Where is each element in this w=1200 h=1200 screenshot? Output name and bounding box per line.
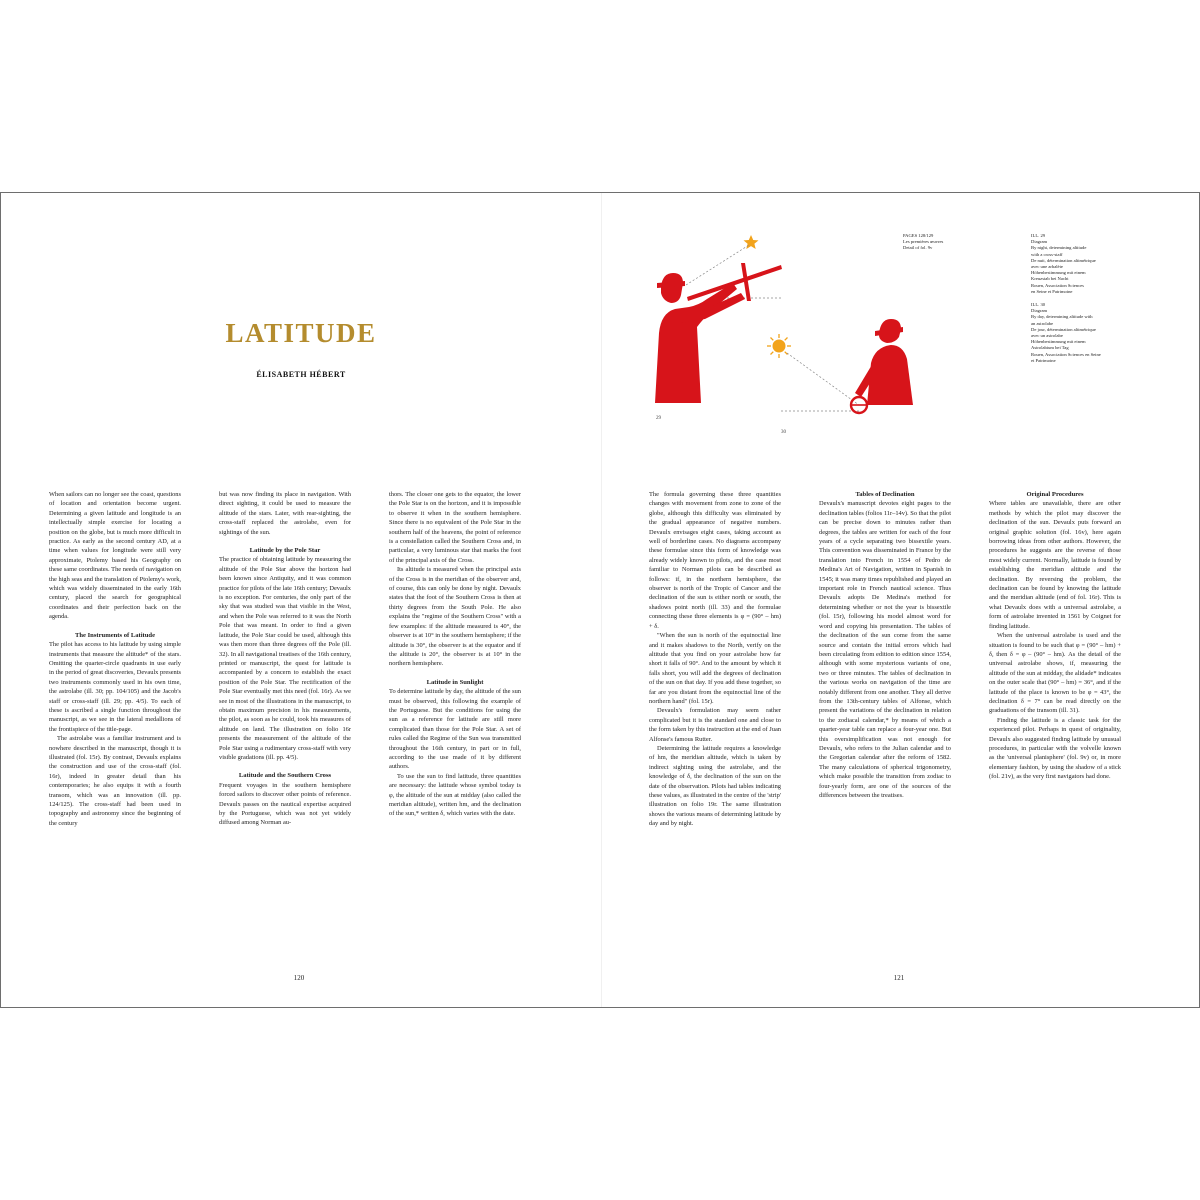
body-paragraph: Determining the latitude requires a knowledge of hm, the meridian altitude, which is taken by indirect sighting using the astrolabe, and the knowledge of δ, the declination of the sun on the date of the observation. Pilots had tables indicating these values, as illustrated in the centre of the 'strip' illustration on folio 19r. The same illustration shows the various means of determining latitude by day and by night. [649, 744, 781, 828]
section-heading: Tables of Declination [855, 491, 915, 498]
body-paragraph: Devaulx's formulation may seem rather complicated but it is the standard one and close to the form taken by this instruction at the end of Juan Alfonse's famous Rutter. [649, 707, 781, 743]
caption-line: avec un astrolabe [1031, 333, 1063, 339]
caption-line: Höhenbestimmung mit einem [1031, 270, 1086, 276]
body-paragraph: thors. The closer one gets to the equator, the lower the Pole Star is on the horizon, and it is impossible to observe it when in the southern hemisphere. Since there is no equivalent of the Pole Star in the southern half of the heavens, the point of reference is a constellation called the Southern Cross and, in particular, a very luminous star that marks the foot of the principal axis of the Cross. [389, 491, 521, 564]
caption-line: avec une arbalète [1031, 264, 1063, 270]
body-paragraph: Where tables are unavailable, there are other methods by which the pilot may discover the declination of the sun. Devaulx puts forward an original graphic solution (fol. 16v), here again borrowing ideas from other authors. However, the procedures he suggests are the reverse of those most widely current. Normally, latitude is found by establishing the meridian altitude and the declination. By reversing the problem, the declination can be found by knowing the latitude and the meridian altitude (end of fol. 16r). This is what Devaulx does with a universal astrolabe, a form of astrolabe invented in 1561 by Coignet for finding latitude. [989, 500, 1121, 630]
body-paragraph: "When the sun is north of the equinoctial line and it makes shadows to the North, verify on the altitude that you find on your astrolabe how far short it falls of 90°. And to the amount by which it falls short, you will add the degrees of declination of the sun on that day. If you add these together, so far are you distant from the equinoctial line of the northern hand" (fol. 15r). [649, 632, 781, 705]
body-paragraph: Frequent voyages in the southern hemisphere forced sailors to discover other points of reference. Devaulx passes on the nautical expertise acquired by the Portuguese, which was not yet widely diffused among Norman au- [219, 781, 351, 827]
left-column-1 [49, 490, 181, 960]
folio-right: 121 [893, 974, 905, 982]
caption-figures [1031, 233, 1141, 364]
body-paragraph: To use the sun to find latitude, three quantities are necessary: the latitude whose symbol today is φ, the altitude of the sun at midday (also called the meridian altitude), written hm, and the declination of the sun,* written δ, which varies with the date. [389, 772, 521, 818]
caption-line: Les premières œuvres [903, 239, 944, 245]
figure-astrolabe [855, 319, 913, 405]
section-heading: Latitude in Sunlight [426, 678, 484, 686]
caption-line: with a cross-staff [1031, 251, 1063, 257]
caption-line: Astrolabium bei Tag [1031, 345, 1069, 351]
right-column-3 [989, 490, 1121, 960]
page-fold [601, 193, 602, 1007]
caption-line: en Seine et Patrimoine [1031, 288, 1073, 294]
sight-line-sun [787, 353, 859, 405]
body-paragraph: but was now finding its place in navigation. With direct sighting, it could be used to measure the altitude of the stars. Later, with rear-sighting, the cross-staff replaced the astrolabe, even for sightings of the sun. [219, 491, 351, 536]
caption-line: By day, determining altitude with [1031, 314, 1093, 320]
caption-line: PAGES 128/129 [903, 233, 934, 238]
body-paragraph: When sailors can no longer see the coast, questions of location and orientation become urgent. Determining a given latitude and longitude is an intellectually simple exercise for locating a position on the globe, but is much more difficult in practice. As early as the second century AD, at a time when values for longitude were still very approximate, Ptolemy based his Geography on these same coordinates. The needs of navigation on the high seas and the translation of Ptolemy's work, which was widely disseminated in the early 16th century, placed the search for geographical coordinates and their perfection back on the agenda. [49, 491, 181, 621]
caption-line: Detail of fol. 9v [903, 245, 933, 251]
body-paragraph: Devaulx's manuscript devotes eight pages to the declination tables (folios 11r–14v). So that the pilot can be precise down to minutes rather than degrees, the tables are written for each of the four years of a cycle separating two bissextile years. This convention was disseminated in France by the translation into French in 1554 of Pedro de Medina's Art of Navigation, written in Spanish in 1545; it was many times republished and played an important role in French nautical science. Thus Devaulx adopts De Medina's method for determining whether or not the year is bissextile (fol. 15r), following his model almost word for word and copying his presentation. The tables of the declination of the sun come from the same source and contain the initial errors which had been circulating from edition to edition since 1554, although with some mysterious variants of one, two or three minutes. The tables of declination in the various works on navigation of the time are notably different from one another. They all derive from the 13th-century tables of Alfonse, which present the variations of the declination in relation to the zodiacal calendar,* by means of which a quarter-year table can replace a four-year one. But this oversimplification was not enough for Devaulx, who refers to the Julian calendar and to the Gregorian calendar after the reform of 1582. The many calculations of spherical trigonometry, which make possible the transition from zodiac to four-yearly form, are one of the sources of the differences between the treatises. [819, 500, 951, 799]
figure-label-29: 29 [656, 416, 661, 421]
section-heading: Latitude by the Pole Star [249, 547, 321, 555]
figure-label-30: 30 [781, 430, 786, 435]
body-paragraph: To determine latitude by day, the altitude of the sun must be observed, this following the example of the Portuguese. But the conditions for using the sun as a reference for latitude are still more complicated than those for the Pole Star. A set of rules called the Regime of the Sun was transmitted throughout the 16th century, in part or in full, according to the use made of it by different authors. [389, 688, 521, 771]
body-paragraph: The practice of obtaining latitude by measuring the altitude of the Pole Star above the horizon had been known since Antiquity, and it was common practice for pilots of the late 16th century; Devaulx is no exception. For centuries, the only part of the sky that was studied was that visible in the West, and when the Pole was referred to it was the North Pole that was meant. In order to find a given latitude, the Pole Star could be used, although this was then more than three degrees off the Pole (ill. 32). In all navigational treatises of the 16th century, printed or manuscript, the quest for latitude is accompanied by a concern to establish the exact position of the Pole Star. The rectification of the Pole Star eventually met this need (fol. 16r). As we see in most of the illustrations in the manuscript, to obtain maximum precision in his measurements, the pilot, as soon as he could, took his measures of altitude on land. The illustration on folio 16r presents the measurement of the altitude of the Pole Star using a rudimentary cross-staff with very visible gradations (ill. pp. 4/5). [219, 556, 351, 761]
left-column-3 [389, 490, 521, 960]
body-paragraph: When the universal astrolabe is used and the situation is found to be such that φ = (90° – hm) + δ, then δ = φ – (90° – hm). As the detail of the universal astrolabe shows, if, measuring the altitude of the sun at midday, the alidade* indicates on the outer scale that (90° – hm) = 36°, and if the latitude of the place is known to be φ = 43°, the declination δ = 7° can be read directly on the graduations of the transom (ill. 31). [989, 632, 1121, 715]
caption-line: Kreuzstab bei Nacht [1031, 276, 1069, 282]
body-paragraph: The astrolabe was a familiar instrument and is nowhere described in the manuscript, though it is illustrated (fol. 15r). By contrast, Devaulx explains the construction and use of the cross-staff (fol. 16r), indeed in greater detail than his contemporaries; he also equips it with a fourth transom, which was an innovation (ill. pp. 124/125). The cross-staff had been used in topography and astronomy since the beginning of the century [49, 735, 181, 827]
caption-line: Höhenbestimmung mit einem [1031, 339, 1086, 345]
body-paragraph: Finding the latitude is a classic task for the experienced pilot. Perhaps in quest of originality, Devaulx also suggested finding latitude by unusual procedures, in particular with the volvelle known as the 'universal planisphere' (fol. 9v) or, in more elementary fashion, by using the shadow of a stick (fol. 21v), as the very first navigators had done. [989, 716, 1121, 781]
caption-line: Diagram [1031, 308, 1048, 314]
body-paragraph: The formula governing these three quantities changes with movement from zone to zone of the globe, although this difficulty was eliminated by the gradual appearance of negative numbers. Devaulx envisages eight cases, taking account as well of borderline cases. No diagrams accompany these formulae since this form of knowledge was already widely known to pilots, and the case most familiar to Norman pilots can be described as follows: if, in the northern hemisphere, the observer is north of the Tropic of Cancer and the declination of the sun is either north or south, the shadows point north (ill. 33) and the formulae connecting these three elements is φ = (90° – hm) + δ. [649, 491, 781, 630]
caption-line: ILL. 30 [1031, 302, 1046, 308]
section-heading: Original Procedures [1026, 491, 1084, 498]
section-heading: Latitude and the Southern Cross [238, 772, 332, 780]
book-spread [0, 192, 1200, 1008]
caption-line: De jour, détermination altimétrique [1031, 326, 1096, 332]
chapter-title: LATITUDE [225, 318, 377, 348]
sight-line-star [686, 245, 749, 285]
caption-line: an astrolabe [1031, 320, 1054, 326]
folio-left: 120 [293, 974, 305, 982]
right-column-1 [649, 490, 781, 960]
caption-line: et Patrimoine [1031, 357, 1056, 363]
left-column-2 [219, 490, 351, 960]
figure-cross-staff [655, 263, 782, 403]
caption-gap [1031, 295, 1141, 302]
caption-line: ILL. 29 [1031, 233, 1046, 238]
section-heading: The Instruments of Latitude [74, 631, 156, 639]
body-paragraph: Its altitude is measured when the principal axis of the Cross is in the meridian of the observer and, of course, this can only be done by night. Devaulx states that the foot of the Southern Cross is then at thirty degrees from the South Pole. He also explains the "regime of the Southern Cross" with a few examples: if the altitude measured is 40°, the observer is at 10° in the southern hemisphere; if the altitude is 30°, the observer is at the equator and if the altitude is 20°, the observer is at 10° in the northern hemisphere. [389, 566, 521, 668]
right-column-2 [819, 490, 951, 960]
star-icon [744, 235, 759, 249]
caption-line: De nuit, détermination altimétrique [1031, 257, 1096, 263]
sun-icon [767, 334, 791, 358]
chapter-author: ÉLISABETH HÉBERT [256, 370, 346, 379]
illustration-figures [641, 223, 941, 438]
caption-line: Rouen, Association Sciences [1031, 282, 1084, 288]
body-paragraph: The pilot has access to his latitude by using simple instruments that measure the altitude* of the stars. Omitting the quarter-circle quadrants in use early in the period of great discoveries, Devaulx presents two instruments commonly used in his own time, the astrolabe (ill. 30; pp. 104/105) and the Jacob's staff or cross-staff (ill. 29; pp. 4/5). To each of these is ascribed a single function throughout the manuscript, as we see in the lateral medallions of the frontispiece of the title-page. [49, 641, 181, 733]
caption-line: By night, determining altitude [1031, 245, 1087, 251]
caption-pages [903, 233, 1013, 252]
caption-line: Rouen, Association Sciences en Seine [1031, 351, 1101, 357]
caption-line: Diagram [1031, 239, 1048, 245]
